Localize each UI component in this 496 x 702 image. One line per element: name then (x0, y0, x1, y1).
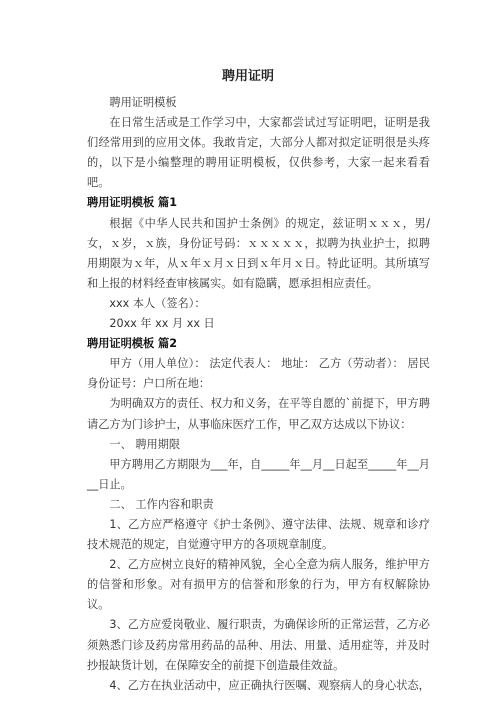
paragraph: 甲方（用人单位）： 法定代表人： 地址： 乙方（劳动者）： 居民身份证号：户口所在地： (87, 357, 430, 391)
paragraph: 3、乙方应爱岗敬业、履行职责，为确保诊所的正常运营，乙方必须熟悉门诊及药房常用药品的品种、用法、用量、适用症等，并及时抄报缺货计划，在保障安全的前提下创造最佳效益。 (87, 618, 430, 672)
paragraph: xxx 本人（签名）： (109, 296, 206, 310)
paragraph: 根据《中华人民共和国护士条例》的规定，兹证明ｘｘｘ，男/女，ｘ岁，ｘ族，身份证号码：ｘｘｘｘｘ，拟聘为执业护士，拟聘用期限为ｘ年，从ｘ年ｘ月ｘ日到ｘ年月ｘ日。特此证明。其所填写和上报的材料经查审核属实。如有隐瞒，愿承担相应责任。 (87, 216, 430, 290)
paragraph: 一、 聘用期限 (109, 437, 181, 451)
paragraph: 为明确双方的责任、权力和义务，在平等自愿的`前提下，甲方聘请乙方为门诊护士，从事临床医疗工作，甲乙双方达成以下协议： (87, 397, 430, 431)
section-heading: 聘用证明模板 篇2 (87, 337, 177, 351)
paragraph: 甲方聘用乙方期限为___年，自_____年__月__日起至_____年__月__日止。 (87, 457, 430, 491)
document-title: 聘用证明 (221, 69, 274, 84)
paragraph: 1、乙方应严格遵守《护士条例》、遵守法律、法规、规章和诊疗技术规范的规定，自觉遵守甲方的各项规章制度。 (87, 517, 430, 552)
paragraph: 4、乙方在执业活动中，应正确执行医嘱、观察病人的身心状态， (109, 678, 430, 692)
section-heading: 聘用证明模板 篇1 (87, 196, 177, 210)
paragraph: 在日常生活或是工作学习中，大家都尝试过写证明吧，证明是我们经常用到的应用文体。我敢肯定，大部分人都对拟定证明很是头疼的，以下是小编整理的聘用证明模板，仅供参考，大家一起来看看吧。 (87, 116, 430, 190)
paragraph: 20xx 年 xx 月 xx 日 (109, 317, 215, 331)
paragraph: 2、乙方应树立良好的精神风貌，全心全意为病人服务，维护甲方的信誉和形象。对有损甲方的信誉和形象的行为，甲方有权解除协议。 (87, 558, 430, 612)
document-body (87, 93, 430, 696)
paragraph: 聘用证明模板 (109, 96, 177, 109)
paragraph: 二、 工作内容和职责 (109, 497, 214, 511)
